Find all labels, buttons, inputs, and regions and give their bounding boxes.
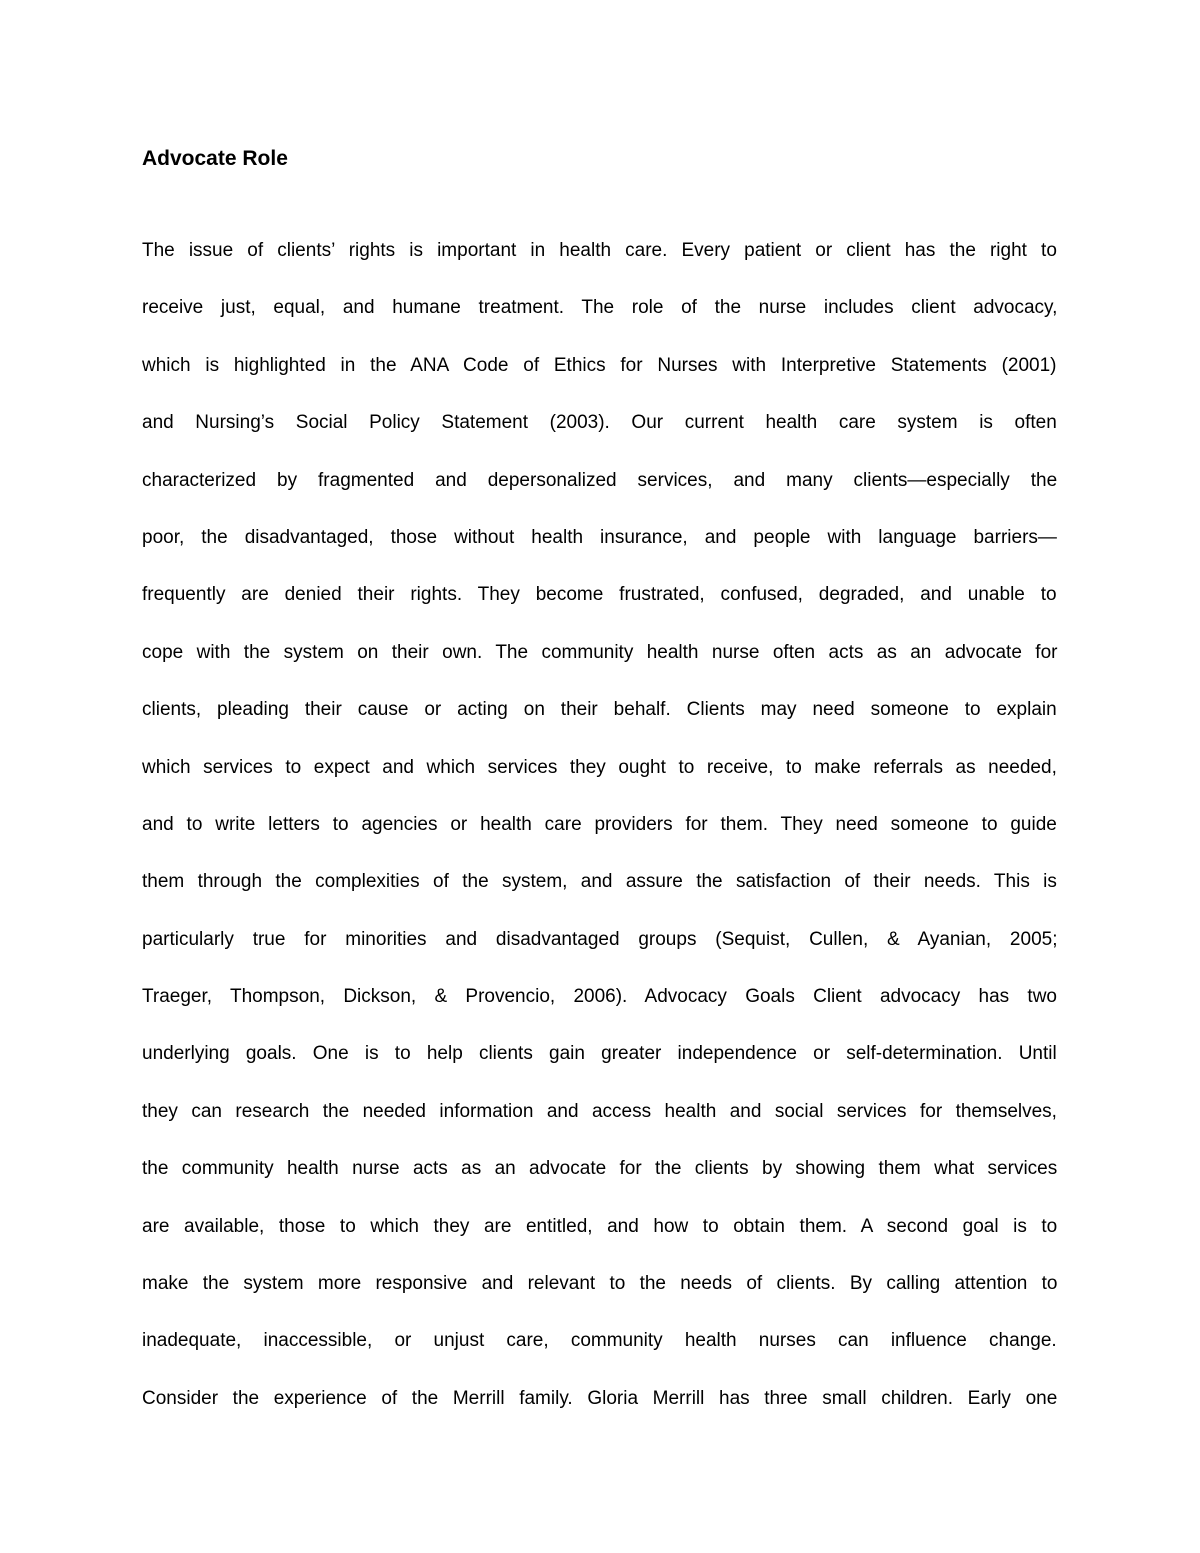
document-title: Advocate Role: [142, 147, 288, 170]
body-line: and Nursing’s Social Policy Statement (2003). Our current health care system is often: [142, 412, 1057, 434]
body-line: them through the complexities of the system, and assure the satisfaction of their needs. This is: [142, 871, 1057, 893]
body-line: which services to expect and which services they ought to receive, to make referrals as needed,: [142, 756, 1057, 778]
body-line: inadequate, inaccessible, or unjust care, community health nurses can influence change.: [142, 1330, 1057, 1352]
body-line: they can research the needed information and access health and social services for themselves,: [142, 1100, 1057, 1122]
document-body: [142, 222, 1057, 1427]
body-line: receive just, equal, and humane treatment. The role of the nurse includes client advocacy,: [142, 297, 1058, 319]
body-line: particularly true for minorities and disadvantaged groups (Sequist, Cullen, & Ayanian, 2005;: [142, 928, 1058, 950]
body-line: poor, the disadvantaged, those without health insurance, and people with language barriers—: [142, 526, 1057, 548]
body-line: Traeger, Thompson, Dickson, & Provencio, 2006). Advocacy Goals Client advocacy has two: [142, 986, 1057, 1008]
body-line: make the system more responsive and relevant to the needs of clients. By calling attention to: [142, 1273, 1058, 1295]
body-line: Consider the experience of the Merrill family. Gloria Merrill has three small children. Early one: [142, 1387, 1058, 1409]
body-line: and to write letters to agencies or health care providers for them. They need someone to guide: [142, 813, 1057, 835]
body-line: clients, pleading their cause or acting on their behalf. Clients may need someone to explain: [142, 699, 1057, 721]
body-line: which is highlighted in the ANA Code of Ethics for Nurses with Interpretive Statements (2001): [142, 354, 1057, 376]
body-line: The issue of clients’ rights is important in health care. Every patient or client has the right to: [142, 240, 1057, 261]
body-line: underlying goals. One is to help clients gain greater independence or self-determination. Until: [142, 1043, 1057, 1065]
body-line: frequently are denied their rights. They become frustrated, confused, degraded, and unable to: [142, 584, 1057, 606]
body-line: are available, those to which they are entitled, and how to obtain them. A second goal is to: [142, 1215, 1058, 1237]
body-line: the community health nurse acts as an advocate for the clients by showing them what services: [142, 1158, 1058, 1180]
body-line: cope with the system on their own. The community health nurse often acts as an advocate for: [142, 641, 1058, 663]
body-line: characterized by fragmented and depersonalized services, and many clients—especially the: [142, 469, 1058, 491]
